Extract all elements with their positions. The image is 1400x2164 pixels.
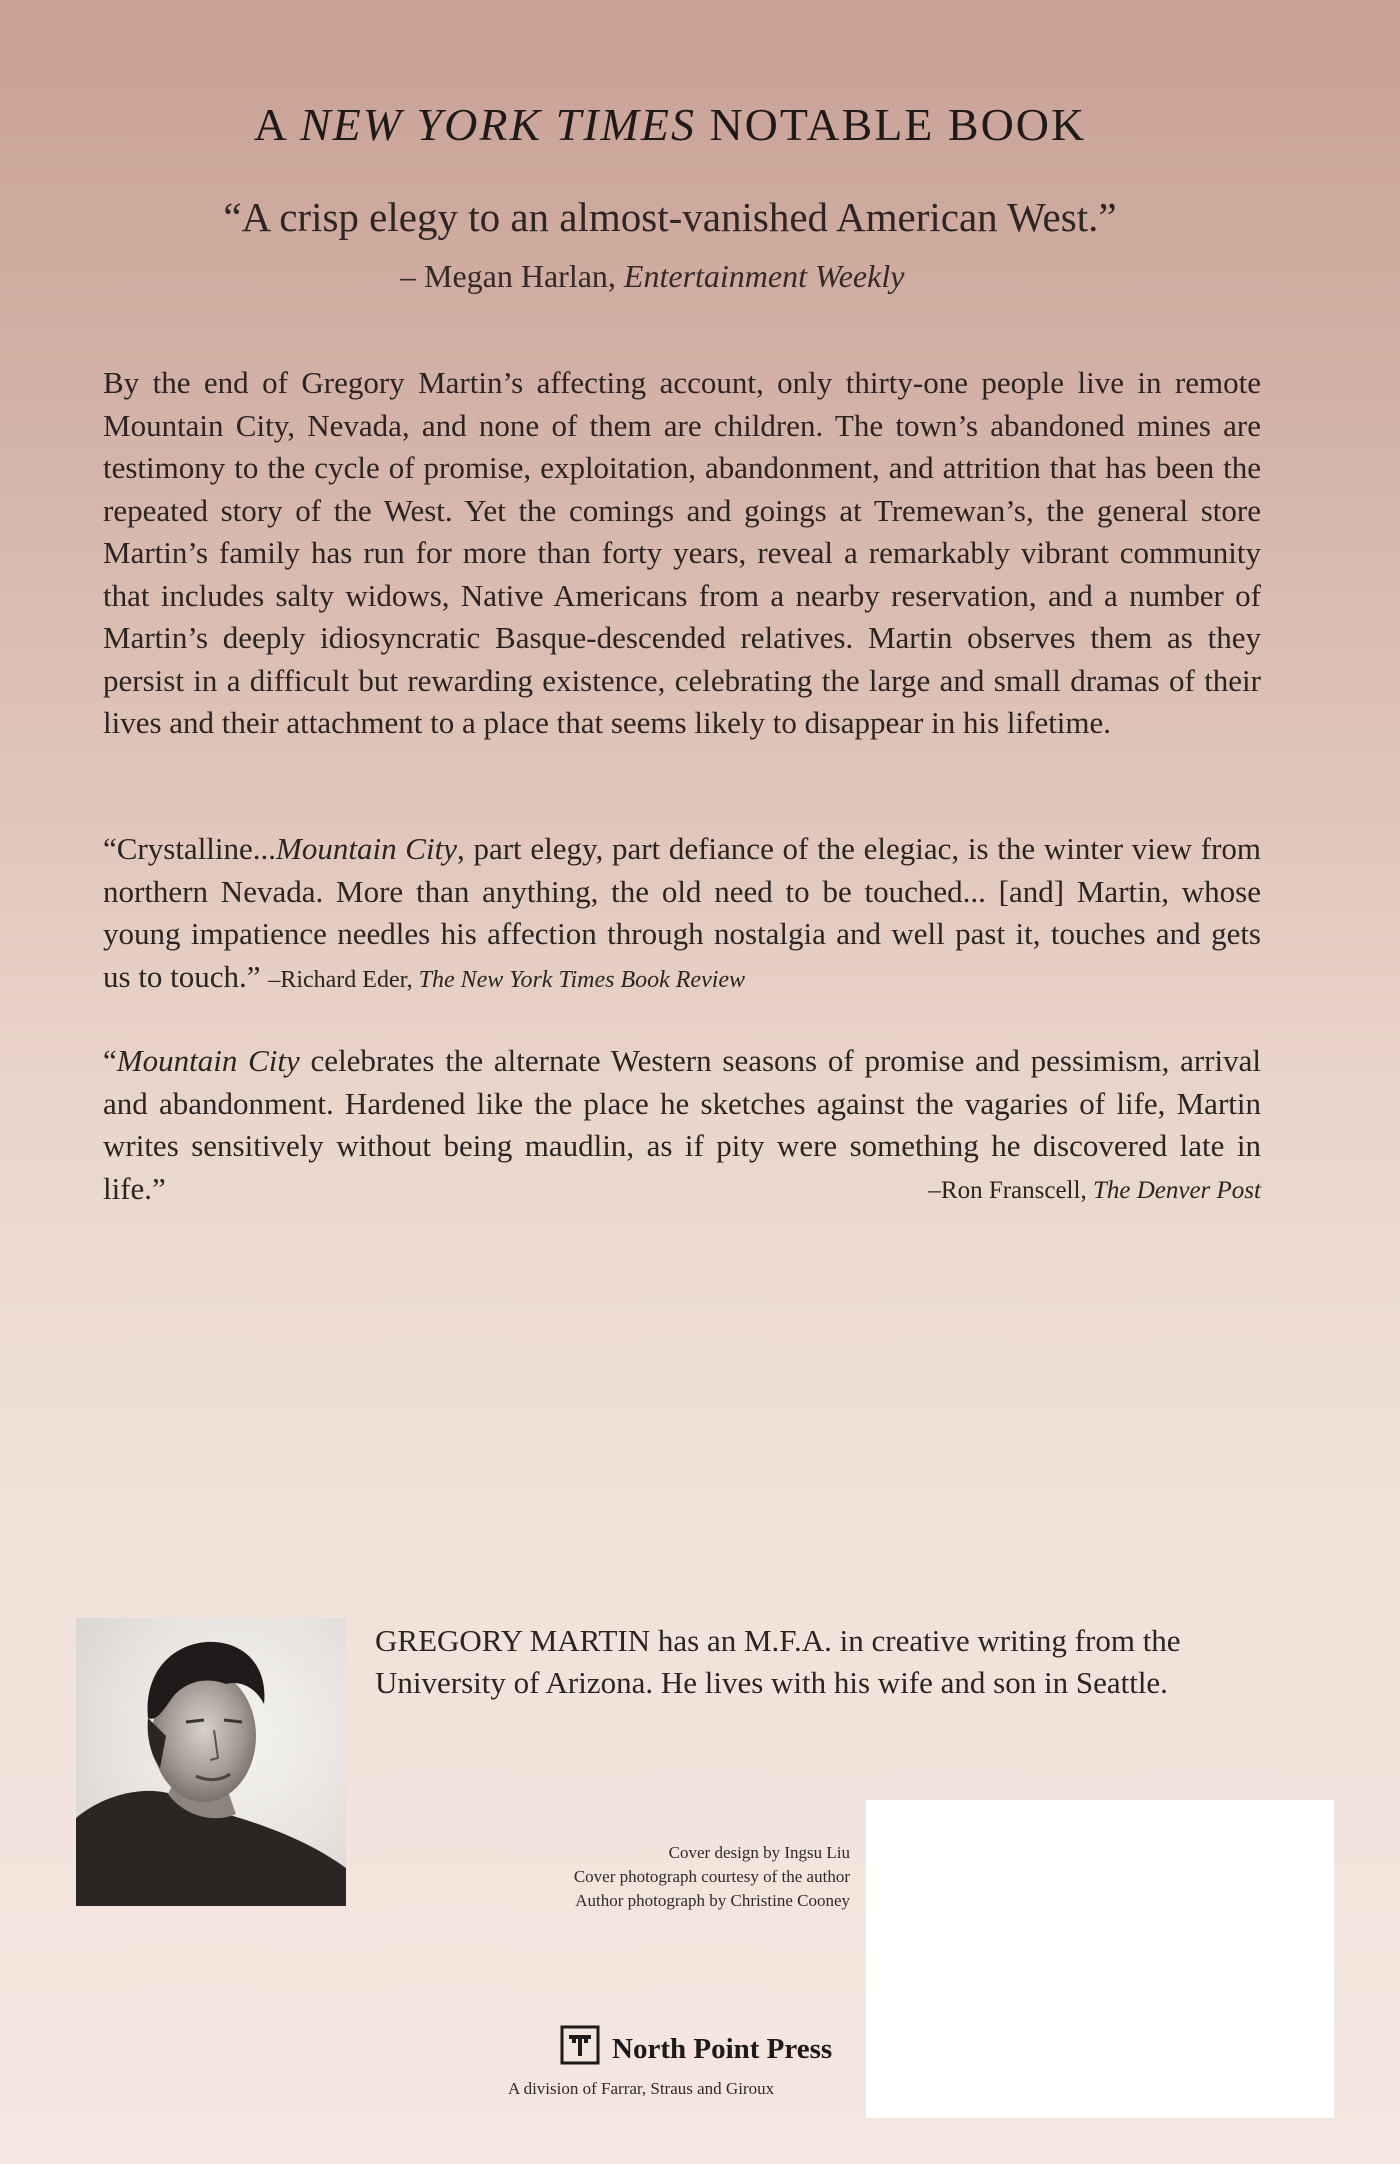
review-eder-credit <box>268 967 745 993</box>
credit-cover-photograph: Cover photograph courtesy of the author <box>573 1867 850 1886</box>
north-point-press-logo-icon <box>560 2025 600 2065</box>
publisher-division: A division of Farrar, Straus and Giroux <box>508 2079 775 2098</box>
review-eder-open: “Crystalline... <box>103 831 277 866</box>
review-franscell-title: Mountain City <box>116 1043 300 1078</box>
review-franscell-critic: –Ron Franscell, <box>928 1176 1087 1204</box>
lead-quote-source: Entertainment Weekly <box>623 258 905 294</box>
design-credits <box>450 1841 850 1913</box>
lead-quote-attribution <box>400 258 904 295</box>
headline-suffix: NOTABLE BOOK <box>709 99 1087 150</box>
author-bio: GREGORY MARTIN has an M.F.A. in creative writing from the University of Arizona. He lives with his wife and son in Seattle. <box>375 1623 1181 1700</box>
review-franscell-credit <box>928 1170 1261 1213</box>
review-eder-title: Mountain City <box>276 831 457 866</box>
book-summary: By the end of Gregory Martin’s affecting account, only thirty-one people live in remote Mountain City, Nevada, and none of them are children. The town’s abandoned mines are testimony to the cycle of promise, exploitation, abandonment, and attrition that has been the repeated story of the West. Yet the comings and goings at Tremewan’s, the general store Martin’s family has run for more than forty years, reveal a remarkably vibrant community that includes salty widows, Native Americans from a nearby reservation, and a number of Martin’s deeply idiosyncratic Basque-descended relatives. Martin observes them as they persist in a difficult but rewarding existence, celebrating the large and small dramas of their lives and their attachment to a place that seems likely to disappear in his lifetime. <box>103 365 1261 740</box>
credit-cover-design: Cover design by Ingsu Liu <box>668 1843 850 1862</box>
credit-author-photograph: Author photograph by Christine Cooney <box>575 1891 850 1910</box>
review-eder <box>103 828 1261 1001</box>
publisher-name: North Point Press <box>612 2033 833 2065</box>
review-eder-critic: –Richard Eder, <box>268 966 413 993</box>
review-eder-body: , part elegy, part defiance of the elegiac, is the winter view from northern Nevada. More than anything, the old need to be touched... [and] Martin, whose young impatience needles his affection through nostalgia and well past it, touches and gets us to touch.” <box>103 831 1262 994</box>
review-eder-source: The New York Times Book Review <box>418 966 746 993</box>
review-franscell <box>103 1040 1261 1212</box>
author-portrait-drawing <box>76 1618 346 1906</box>
author-photo <box>76 1618 346 1906</box>
headline <box>0 98 1340 151</box>
headline-prefix: A <box>253 99 287 150</box>
lead-quote: “A crisp elegy to an almost-vanished American West.” <box>223 194 1117 240</box>
lead-quote-critic: – Megan Harlan, <box>400 258 616 294</box>
review-franscell-open: “ <box>103 1043 117 1078</box>
headline-emphasis: NEW YORK TIMES <box>299 99 696 150</box>
review-franscell-body: celebrates the alternate Western seasons of promise and pessimism, arrival and abandonment. Hardened like the place he sketches against the vagaries of life, Martin writes sensitively without being maudlin, as if pity were something he discovered late in life.” <box>103 1043 1261 1206</box>
review-franscell-source: The Denver Post <box>1092 1176 1261 1204</box>
barcode-area <box>866 1800 1334 2118</box>
